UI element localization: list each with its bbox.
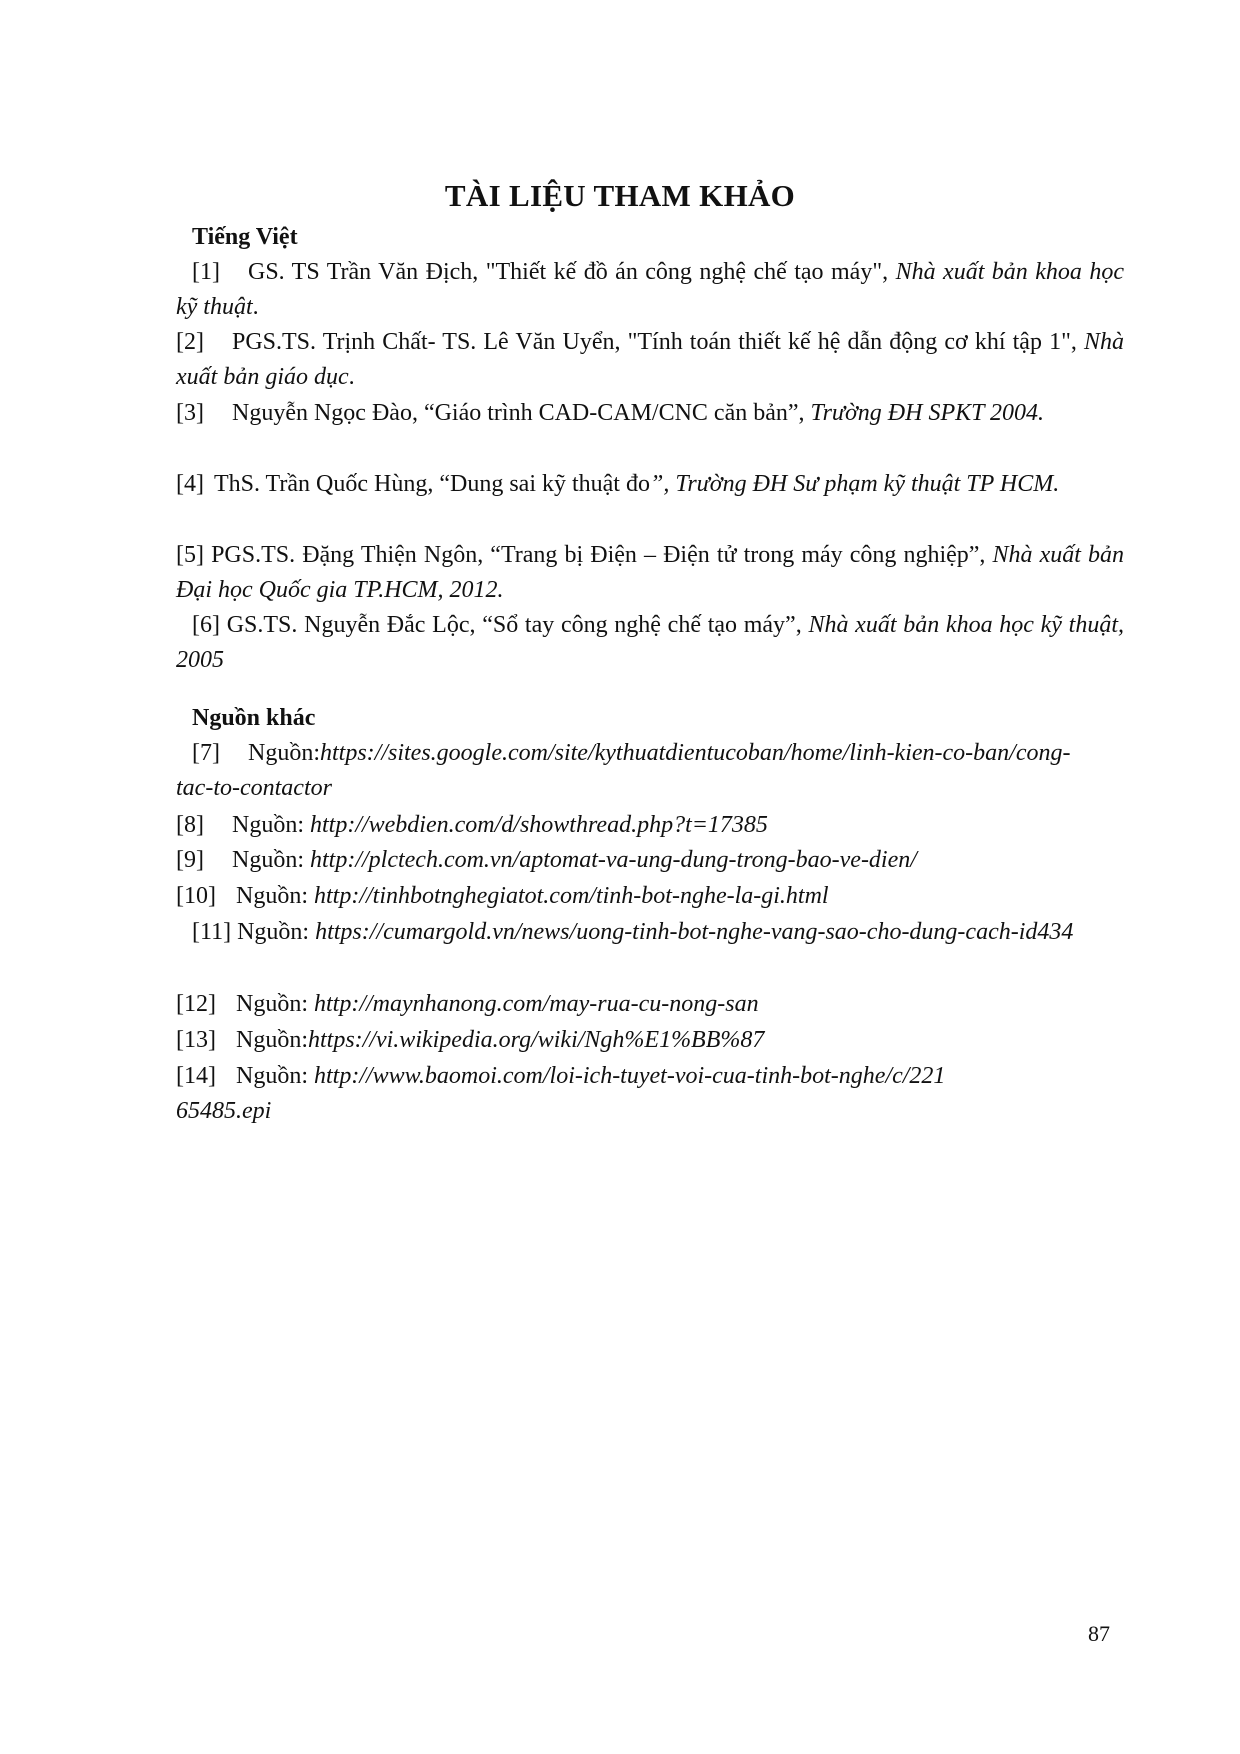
reference-number: [5] — [176, 542, 204, 568]
reference-link[interactable]: http://www.baomoi.com/loi-ich-tuyet-voi-cua-tinh-bot-nghe/c/22165485.epi — [176, 1063, 946, 1124]
reference-text: ThS. Trần Quốc Hùng, “Dung sai kỹ thuật đo — [213, 471, 650, 497]
reference-text: GS. TS Trần Văn Địch, "Thiết kế đồ án công nghệ chế tạo máy", — [247, 259, 889, 285]
reference-1 — [176, 255, 1124, 325]
reference-link[interactable]: http://maynhanong.com/may-rua-cu-nong-san — [313, 991, 759, 1017]
reference-label: Nguồn: — [237, 919, 310, 945]
reference-label: Nguồn: — [231, 812, 304, 838]
page-title: TÀI LIỆU THAM KHẢO — [444, 178, 796, 213]
reference-number: [2] — [176, 329, 204, 355]
reference-13 — [176, 1023, 1124, 1058]
reference-number: [3] — [176, 400, 204, 426]
reference-11 — [176, 915, 1096, 950]
reference-text: GS.TS. Nguyễn Đắc Lộc, “Sổ tay công nghệ chế tạo máy”, — [226, 612, 802, 638]
reference-publisher: ”, Trường ĐH Sư phạm kỹ thuật TP HCM. — [649, 471, 1060, 497]
reference-number: [12] — [176, 991, 216, 1017]
reference-number: [6] — [192, 612, 220, 638]
reference-publisher: Nhà xuất bản khoa học kỹ thuật, 2005 — [176, 612, 1125, 673]
reference-label: Nguồn: — [231, 847, 304, 873]
reference-9 — [176, 843, 1124, 878]
reference-number: [13] — [176, 1027, 216, 1053]
reference-tail: . — [252, 294, 259, 320]
reference-number: [8] — [176, 812, 204, 838]
page-number: 87 — [1088, 1621, 1110, 1646]
reference-text: Nguyễn Ngọc Đào, “Giáo trình CAD-CAM/CNC căn bản”, — [231, 400, 805, 426]
reference-10 — [176, 879, 1124, 914]
reference-12 — [176, 987, 1124, 1022]
reference-text: PGS.TS. Trịnh Chất- TS. Lê Văn Uyển, "Tính toán thiết kế hệ dẫn động cơ khí tập 1", — [231, 329, 1077, 355]
reference-6 — [176, 608, 1124, 678]
reference-link[interactable]: https://vi.wikipedia.org/wiki/Ngh%E1%BB%87 — [307, 1027, 765, 1053]
reference-4 — [176, 467, 1124, 502]
reference-number: [11] — [192, 919, 232, 945]
reference-publisher: Trường ĐH SPKT 2004. — [810, 400, 1045, 426]
reference-number: [4] — [176, 471, 204, 497]
reference-link[interactable]: https://sites.google.com/site/kythuatdientucoban/home/linh-kien-co-ban/cong-tac-to-contactor — [176, 740, 1071, 801]
reference-2 — [176, 325, 1124, 395]
reference-7 — [176, 736, 1076, 806]
reference-label: Nguồn: — [235, 991, 308, 1017]
reference-number: [9] — [176, 847, 204, 873]
reference-label: Nguồn: — [235, 1063, 308, 1089]
reference-number: [10] — [176, 883, 216, 909]
reference-link[interactable]: https://cumargold.vn/news/uong-tinh-bot-nghe-vang-sao-cho-dung-cach-id434 — [315, 919, 1074, 945]
reference-publisher: Nhà xuất bản Đại học Quốc gia TP.HCM, 2012. — [176, 542, 1125, 603]
reference-link[interactable]: http://tinhbotnghegiatot.com/tinh-bot-nghe-la-gi.html — [313, 883, 829, 909]
section-heading-other: Nguồn khác — [192, 705, 316, 731]
reference-3 — [176, 396, 1124, 431]
reference-label: Nguồn: — [235, 883, 308, 909]
reference-8 — [176, 808, 1124, 843]
reference-number: [14] — [176, 1063, 216, 1089]
reference-text: PGS.TS. Đặng Thiện Ngôn, “Trang bị Điện – Điện tử trong máy công nghiệp”, — [211, 542, 986, 568]
reference-publisher: Nhà xuất bản khoa học kỹ thuật — [176, 259, 1125, 320]
reference-label: Nguồn: — [235, 1027, 308, 1053]
reference-label: Nguồn: — [247, 740, 320, 766]
reference-publisher: Nhà xuất bản giáo dục — [176, 329, 1125, 390]
reference-link[interactable]: http://plctech.com.vn/aptomat-va-ung-dung-trong-bao-ve-dien/ — [309, 847, 917, 873]
reference-tail: . — [348, 364, 355, 390]
reference-number: [7] — [192, 740, 220, 766]
reference-link[interactable]: http://webdien.com/d/showthread.php?t=17385 — [309, 812, 768, 838]
reference-number: [1] — [192, 259, 220, 285]
section-heading-vietnamese: Tiếng Việt — [192, 224, 298, 250]
reference-5 — [176, 538, 1124, 608]
reference-14 — [176, 1059, 956, 1129]
